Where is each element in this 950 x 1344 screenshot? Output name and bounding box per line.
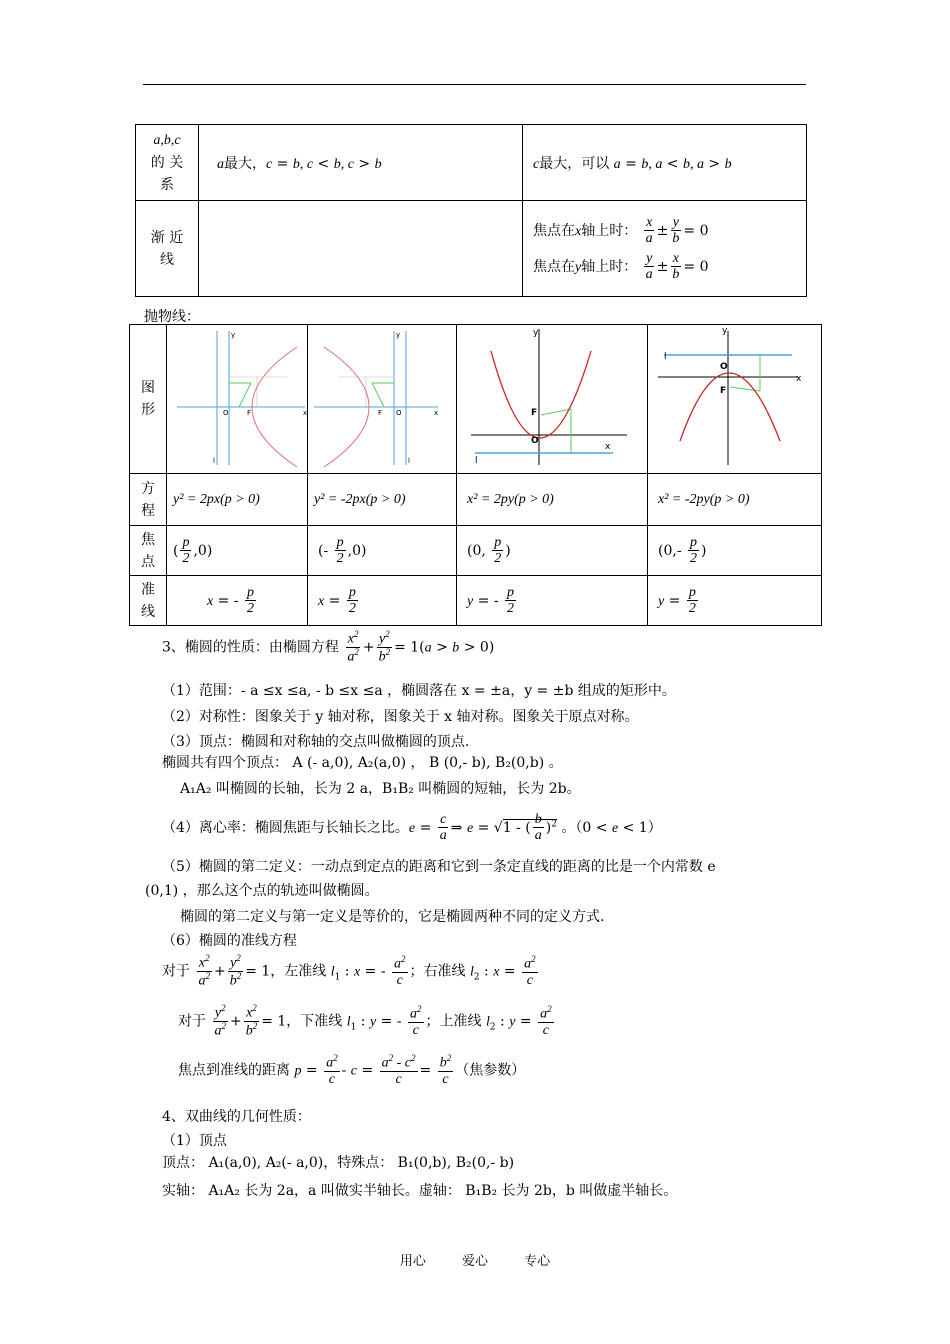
parabola-heading: 抛物线： xyxy=(144,309,200,325)
focus-4: (0,- $\frac{p}{2}$ ) xyxy=(648,526,822,576)
footer-item-1: 用心 xyxy=(399,1254,426,1269)
directrix-2: x = $\frac{p}{2}$ xyxy=(308,576,457,626)
focus-label: 焦 点 xyxy=(130,526,167,576)
svg-text:x: x xyxy=(434,409,439,417)
footer-item-3: 专心 xyxy=(524,1254,551,1269)
figure-cell-left-opening xyxy=(308,325,457,474)
svg-text:O: O xyxy=(396,409,402,417)
ellipse-directrix-title: （6）椭圆的准线方程 xyxy=(162,933,297,949)
parabola-left-figure xyxy=(308,325,456,469)
svg-text:y: y xyxy=(722,326,728,336)
svg-text:l: l xyxy=(475,456,478,466)
figure-label: 图 形 xyxy=(130,325,167,474)
ellipse-asymptote xyxy=(199,201,523,297)
directrix-4: y = $\frac{p}{2}$ xyxy=(648,576,822,626)
ellipse-second-def-2: (0,1) ，那么这个点的轨迹叫做椭圆。 xyxy=(145,883,379,899)
svg-text:F: F xyxy=(531,408,538,418)
hyperbola-axes: 实轴： A₁A₂ 长为 2a，a 叫做实半轴长。虚轴： B₁B₂ 长为 2b，b 叫做虚半轴长。 xyxy=(162,1183,678,1199)
ellipse-equivalence: 椭圆的第二定义与第一定义是等价的，它是椭圆两种不同的定义方式. xyxy=(180,909,605,925)
directrix-1: x = - $\frac{p}{2}$ xyxy=(167,576,308,626)
equation-label: 方 程 xyxy=(130,474,167,526)
svg-text:y: y xyxy=(533,328,539,338)
parabola-up-figure xyxy=(457,325,647,469)
svg-text:l: l xyxy=(664,352,667,362)
parabola-table xyxy=(129,324,822,626)
figure-cell-right-opening xyxy=(167,325,308,474)
footer-item-2: 爱心 xyxy=(461,1254,488,1269)
ellipse-symmetry: （2）对称性：图象关于 y 轴对称，图象关于 x 轴对称。图象关于原点对称。 xyxy=(162,709,639,725)
focus-2: (- $\frac{p}{2}$ ,0) xyxy=(308,526,457,576)
relation-label: a,b,c 的 关 系 xyxy=(136,125,199,201)
svg-text:x: x xyxy=(796,374,802,384)
svg-text:y: y xyxy=(396,331,401,339)
focus-3: (0, $\frac{p}{2}$ ) xyxy=(457,526,648,576)
svg-text:F: F xyxy=(378,409,383,417)
ellipse-directrix-2: 对于 $\frac{y^2}{a^2}$ + $\frac{x^2}{b^2}$ = 1，下准线 $l_1$ : y = - $\frac{a^2}{c}$ ；上准线 $l_2$ : y = $\frac{a^2}{c}$ xyxy=(178,1003,552,1039)
svg-text:O: O xyxy=(223,409,229,417)
ellipse-title: 3、椭圆的性质：由椭圆方程 $\frac{x^2}{a^2}$ + $\frac{y^2}{b^2}$ = 1(a > b > 0) xyxy=(162,629,495,665)
svg-text:F: F xyxy=(247,409,252,417)
focus-1: ( $\frac{p}{2}$ ,0) xyxy=(167,526,308,576)
directrix-3: y = - $\frac{p}{2}$ xyxy=(457,576,648,626)
hyperbola-title: 4、双曲线的几何性质： xyxy=(162,1109,311,1125)
figure-cell-up-opening xyxy=(457,325,648,474)
figure-cell-down-opening xyxy=(648,325,822,474)
svg-text:y: y xyxy=(231,331,236,339)
ellipse-four-vertices: 椭圆共有四个顶点： A (- a,0), A₂(a,0) ， B (0,- b), B₂(0,b) 。 xyxy=(162,755,563,771)
ellipse-directrix-1: 对于 $\frac{x^2}{a^2}$ + $\frac{y^2}{b^2}$ = 1，左准线 $l_1$ : x = - $\frac{a^2}{c}$ ；右准线 $l_2$ : x = $\frac{a^2}{c}$ xyxy=(162,953,536,989)
equation-1: y² = 2px(p > 0) xyxy=(167,474,308,526)
footer xyxy=(0,1250,950,1269)
svg-text:l: l xyxy=(213,457,215,465)
svg-text:x: x xyxy=(605,442,611,452)
header-rule xyxy=(143,84,806,85)
ellipse-second-def-1: （5）椭圆的第二定义：一动点到定点的距离和它到一条定直线的距离的比是一个内常数 e xyxy=(162,859,716,875)
equation-3: x² = 2py(p > 0) xyxy=(457,474,648,526)
parabola-right-figure xyxy=(167,325,307,469)
ellipse-relation: a最大，c = b, c < b, c > b xyxy=(199,125,523,201)
directrix-label: 准 线 xyxy=(130,576,167,626)
svg-text:O: O xyxy=(720,362,728,372)
ellipse-hyperbola-table xyxy=(135,124,807,297)
hyperbola-vertices: 顶点： A₁(a,0), A₂(- a,0)，特殊点： B₁(0,b), B₂(0,- b) xyxy=(162,1155,515,1171)
ellipse-axes: A₁A₂ 叫椭圆的长轴，长为 2 a，B₁B₂ 叫椭圆的短轴，长为 2b。 xyxy=(180,781,581,797)
ellipse-range: （1）范围：- a ≤x ≤a, - b ≤x ≤a ，椭圆落在 x = ±a，y = ±b 组成的矩形中。 xyxy=(162,683,676,699)
hyperbola-asymptote: 焦点在x轴上时： $\frac{x}{a}$ ± $\frac{y}{b}$ = 0 焦点在y轴上时： $\frac{y}{a}$ ± $\frac{x}{b}$ = 0 xyxy=(523,201,807,297)
svg-text:x: x xyxy=(303,409,307,417)
svg-text:F: F xyxy=(720,386,727,396)
ellipse-eccentricity: （4）离心率：椭圆焦距与长轴长之比。e = $\frac{c}{a}$ ⇒ e = √1 - ( $\frac{b}{a}$ )$^2$ 。（0 < e < 1） xyxy=(162,812,662,844)
hyperbola-vertex-title: （1）顶点 xyxy=(162,1133,227,1149)
asymptote-label: 渐 近 线 xyxy=(136,201,199,297)
hyperbola-relation: c最大，可以 a = b, a < b, a > b xyxy=(523,125,807,201)
svg-text:O: O xyxy=(531,436,539,446)
ellipse-vertex: （3）顶点：椭圆和对称轴的交点叫做椭圆的顶点. xyxy=(162,734,470,750)
equation-4: x² = -2py(p > 0) xyxy=(648,474,822,526)
parabola-down-figure xyxy=(648,325,818,469)
svg-text:l: l xyxy=(408,457,410,465)
ellipse-focus-distance: 焦点到准线的距离 p = $\frac{a^2}{c}$ - c = $\frac{a^2 - c^2}{c}$ = $\frac{b^2}{c}$ （焦参数） xyxy=(178,1053,526,1088)
equation-2: y² = -2px(p > 0) xyxy=(308,474,457,526)
